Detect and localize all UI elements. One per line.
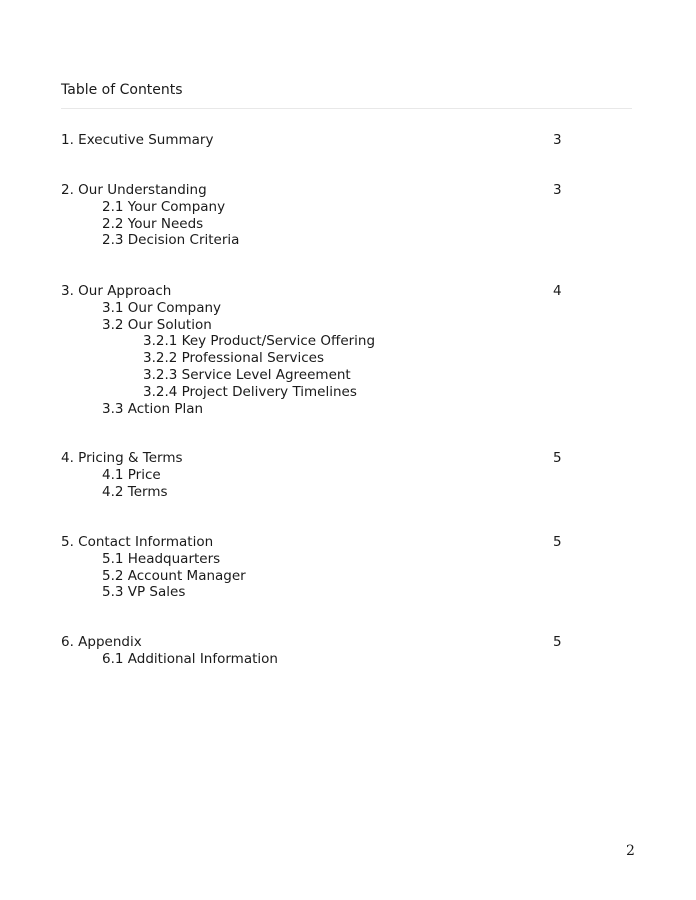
toc-subentry[interactable]: 5.2 Account Manager	[102, 567, 246, 584]
toc-title: Table of Contents	[61, 82, 183, 98]
toc-entry[interactable]: 1. Executive Summary	[61, 132, 214, 148]
toc-entry[interactable]: 2. Our Understanding	[61, 182, 207, 198]
toc-entry[interactable]: 3. Our Approach	[61, 283, 172, 299]
toc-section	[61, 283, 581, 417]
toc-entry[interactable]: 4. Pricing & Terms	[61, 450, 183, 466]
toc-page-ref: 3	[553, 132, 562, 148]
toc-subentry[interactable]: 3.1 Our Company	[102, 299, 222, 316]
toc-page-ref: 5	[553, 634, 562, 650]
toc-subentry[interactable]: 6.1 Additional Information	[102, 650, 278, 667]
toc-section	[61, 132, 581, 149]
toc-subentry[interactable]: 2.2 Your Needs	[102, 215, 204, 232]
toc-page-ref: 4	[553, 283, 562, 299]
toc-page-ref: 5	[553, 534, 562, 550]
toc-subentry[interactable]: 5.1 Headquarters	[102, 550, 221, 567]
toc-entry[interactable]: 5. Contact Information	[61, 534, 214, 550]
toc-section	[61, 634, 581, 668]
toc-subentry[interactable]: 4.2 Terms	[102, 483, 168, 500]
toc-section	[61, 182, 581, 249]
toc-entry[interactable]: 6. Appendix	[61, 634, 142, 650]
toc-subentry[interactable]: 3.3 Action Plan	[102, 400, 204, 417]
toc-subentry[interactable]: 3.2.3 Service Level Agreement	[143, 366, 351, 383]
toc-subentry[interactable]: 3.2.4 Project Delivery Timelines	[143, 383, 357, 400]
toc-section	[61, 534, 581, 601]
toc-section	[61, 450, 581, 500]
toc-subentry[interactable]: 2.1 Your Company	[102, 198, 226, 215]
toc-subentry[interactable]: 5.3 VP Sales	[102, 584, 186, 601]
page-number: 2	[626, 843, 635, 859]
toc-page-ref: 5	[553, 450, 562, 466]
toc-subentry[interactable]: 3.2 Our Solution	[102, 316, 212, 333]
toc-page-ref: 3	[553, 182, 562, 198]
toc-subentry[interactable]: 4.1 Price	[102, 466, 161, 483]
toc-subentry[interactable]: 3.2.2 Professional Services	[143, 350, 324, 367]
title-divider	[61, 108, 632, 109]
toc-subentry[interactable]: 3.2.1 Key Product/Service Offering	[143, 333, 376, 350]
toc-subentry[interactable]: 2.3 Decision Criteria	[102, 232, 240, 249]
